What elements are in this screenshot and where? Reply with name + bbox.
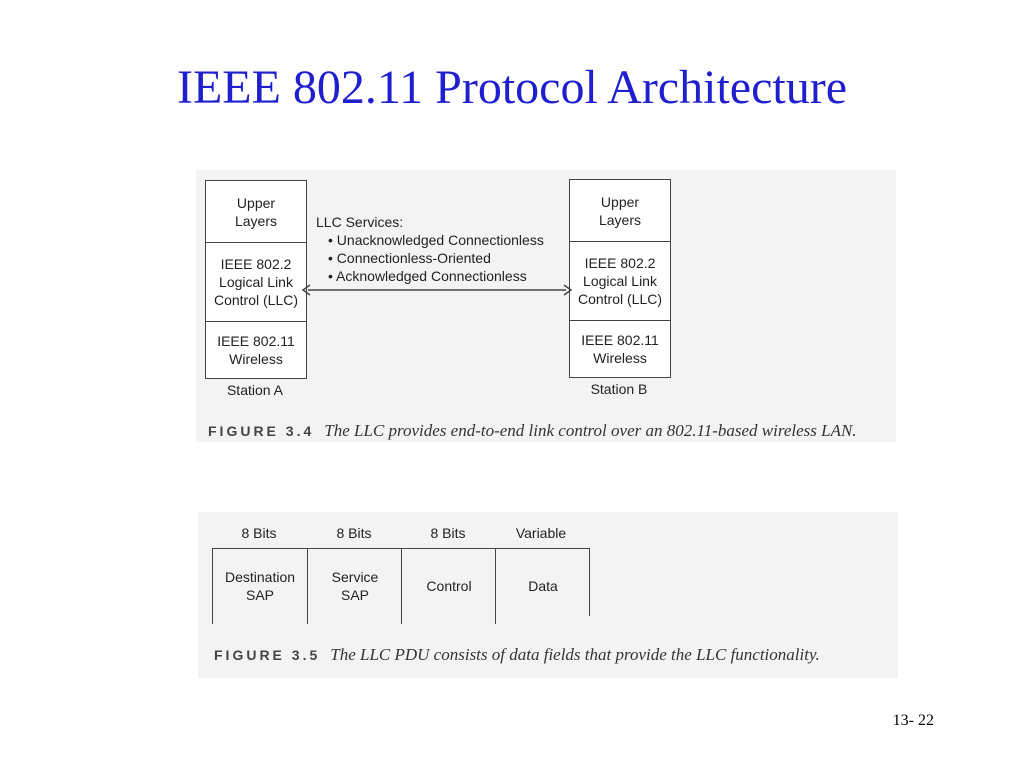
page-number: 13- 22 xyxy=(892,712,934,729)
station-b-label: Station B xyxy=(590,381,648,397)
llc-services-list xyxy=(316,231,544,285)
double-arrow-icon xyxy=(300,282,574,298)
llc-services-heading: LLC Services: xyxy=(316,214,404,230)
figure-3-4-label: FIGURE 3.4 xyxy=(208,423,315,439)
figure-3-5-caption-text: The LLC PDU consists of data fields that provide the LLC functionality. xyxy=(330,645,820,664)
station-a-llc-layer: IEEE 802.2 Logical Link Control (LLC) xyxy=(206,243,306,322)
figure-3-4-caption-text: The LLC provides end-to-end link control over an 802.11-based wireless LAN. xyxy=(324,421,857,440)
pdu-field-destination-sap: Destination SAP xyxy=(212,548,307,624)
llc-service-item: • Connectionless-Oriented xyxy=(328,249,544,267)
station-a-upper-layers: Upper Layers xyxy=(206,181,306,243)
pdu-bits-header: Variable xyxy=(515,525,567,541)
llc-service-item: • Unacknowledged Connectionless xyxy=(328,231,544,249)
station-a-label: Station A xyxy=(226,382,284,398)
station-a-stack xyxy=(205,180,307,379)
pdu-bits-header: 8 Bits xyxy=(241,525,277,541)
pdu-field-data: Data xyxy=(495,548,590,624)
slide-title: IEEE 802.11 Protocol Architecture xyxy=(176,61,848,114)
station-a-wireless-layer: IEEE 802.11 Wireless xyxy=(217,333,295,367)
station-b-stack xyxy=(569,179,671,378)
llc-service-item: • Acknowledged Connectionless xyxy=(328,267,544,285)
figure-3-4-caption xyxy=(208,421,857,441)
pdu-bits-header: 8 Bits xyxy=(430,525,466,541)
station-b-llc-layer: IEEE 802.2 Logical Link Control (LLC) xyxy=(570,242,670,321)
llc-services-box xyxy=(316,213,544,285)
pdu-bits-header: 8 Bits xyxy=(336,525,372,541)
station-b-wireless-layer: IEEE 802.11 Wireless xyxy=(581,332,659,366)
pdu-right-border xyxy=(589,548,590,616)
figure-3-5-caption xyxy=(214,645,820,665)
pdu-field-service-sap: Service SAP xyxy=(307,548,402,624)
figure-3-5-label: FIGURE 3.5 xyxy=(214,647,321,663)
station-b-upper-layers: Upper Layers xyxy=(570,180,670,242)
pdu-field-control: Control xyxy=(401,548,496,624)
